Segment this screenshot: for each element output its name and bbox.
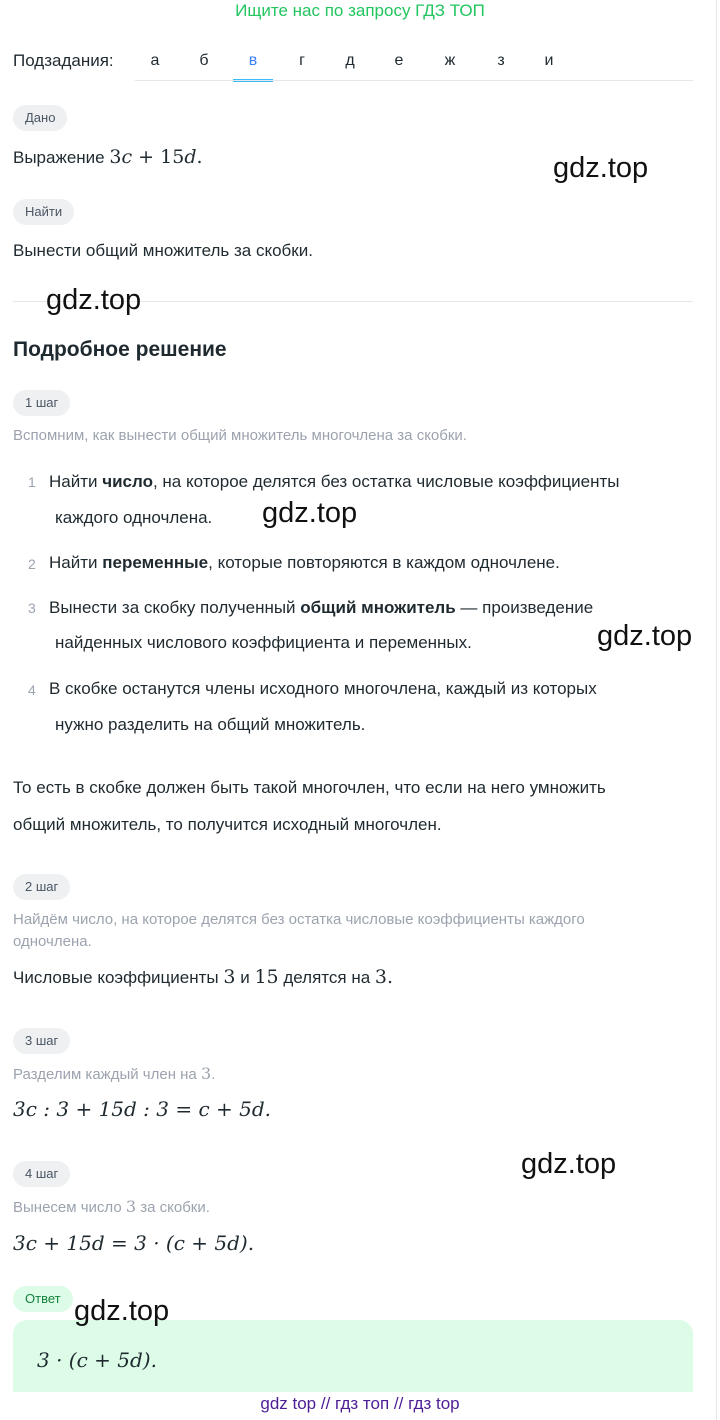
watermark: gdz.top (597, 620, 693, 652)
step4-intro: Вынесем число 3 за скобки. (13, 1197, 210, 1216)
given-badge: Дано (13, 105, 67, 131)
tab-g[interactable]: г (299, 52, 305, 69)
watermark: gdz.top (46, 284, 142, 316)
watermark: gdz.top (553, 152, 649, 184)
list-item-continued: каждого одночлена. (55, 508, 213, 527)
list-item-continued: найденных числового коэффициента и переменных. (55, 633, 472, 652)
step3-badge: 3 шаг (13, 1028, 70, 1054)
list-item: Вынести за скобку полученный общий множитель — произведение (49, 598, 594, 617)
tab-z[interactable]: з (497, 52, 505, 69)
watermark: gdz.top (262, 497, 358, 529)
step1-summary-line2: общий множитель, то получится исходный многочлен. (13, 815, 442, 834)
list-item-continued: нужно разделить на общий множитель. (55, 715, 366, 734)
tab-b[interactable]: б (199, 52, 209, 69)
step3-intro: Разделим каждый член на 3. (13, 1064, 216, 1083)
step2-text: Числовые коэффициенты 3 и 15 делятся на 3. (13, 966, 394, 988)
tabs-underline (135, 80, 693, 81)
list-item: Найти число, на которое делятся без остатка числовые коэффициенты (49, 472, 620, 491)
subtasks-label: Подзадания: (13, 51, 114, 70)
step1-intro: Вспомним, как вынести общий множитель многочлена за скобки. (13, 427, 467, 444)
step3-formula: 3c : 3 + 15d : 3 = c + 5d. (13, 1097, 272, 1121)
answer-formula: 3 · (c + 5d). (37, 1348, 157, 1372)
footer-link-gdz-top[interactable]: gdz top (260, 1394, 317, 1413)
step4-formula: 3c + 15d = 3 · (c + 5d). (13, 1231, 255, 1255)
list-item: Найти переменные, которые повторяются в каждом одночлене. (49, 553, 560, 572)
page-edge (716, 0, 717, 1420)
list-number: 1 (28, 474, 36, 490)
step2-intro-line1: Найдём число, на которое делятся без остатка числовые коэффициенты каждого (13, 911, 585, 928)
list-number: 3 (28, 600, 36, 616)
footer-separator: // (320, 1394, 331, 1413)
answer-badge: Ответ (13, 1286, 73, 1312)
tab-i[interactable]: и (544, 52, 554, 69)
given-expression: 3c + 15d. (109, 146, 203, 168)
answer-box (13, 1320, 693, 1392)
solution-title: Подробное решение (13, 338, 227, 361)
tab-e[interactable]: е (394, 52, 404, 69)
watermark: gdz.top (74, 1295, 170, 1327)
footer-link-gdz-top-ru[interactable]: гдз топ (335, 1394, 390, 1413)
list-number: 4 (28, 682, 36, 698)
step2-badge: 2 шаг (13, 874, 70, 900)
footer-separator: // (393, 1394, 404, 1413)
tab-v[interactable]: в (233, 48, 273, 82)
find-text: Вынести общий множитель за скобки. (13, 241, 313, 260)
step2-intro-line2: одночлена. (13, 933, 92, 950)
tab-d[interactable]: д (345, 52, 355, 69)
step1-summary-line1: То есть в скобке должен быть такой многочлен, что если на него умножить (13, 778, 606, 797)
tab-a[interactable]: а (150, 52, 160, 69)
given-label: Выражение (13, 148, 105, 167)
list-number: 2 (28, 556, 36, 572)
footer-link-gdz-top-mixed[interactable]: гдз top (408, 1394, 460, 1413)
tab-zh[interactable]: ж (444, 52, 456, 69)
list-item: В скобке останутся члены исходного многочлена, каждый из которых (49, 679, 597, 698)
step1-badge: 1 шаг (13, 390, 70, 416)
given-text (13, 146, 203, 168)
watermark: gdz.top (521, 1148, 617, 1180)
footer (0, 1394, 720, 1414)
top-banner: Ищите нас по запросу ГДЗ ТОП (235, 1, 485, 20)
step4-badge: 4 шаг (13, 1161, 70, 1187)
find-badge: Найти (13, 199, 74, 225)
